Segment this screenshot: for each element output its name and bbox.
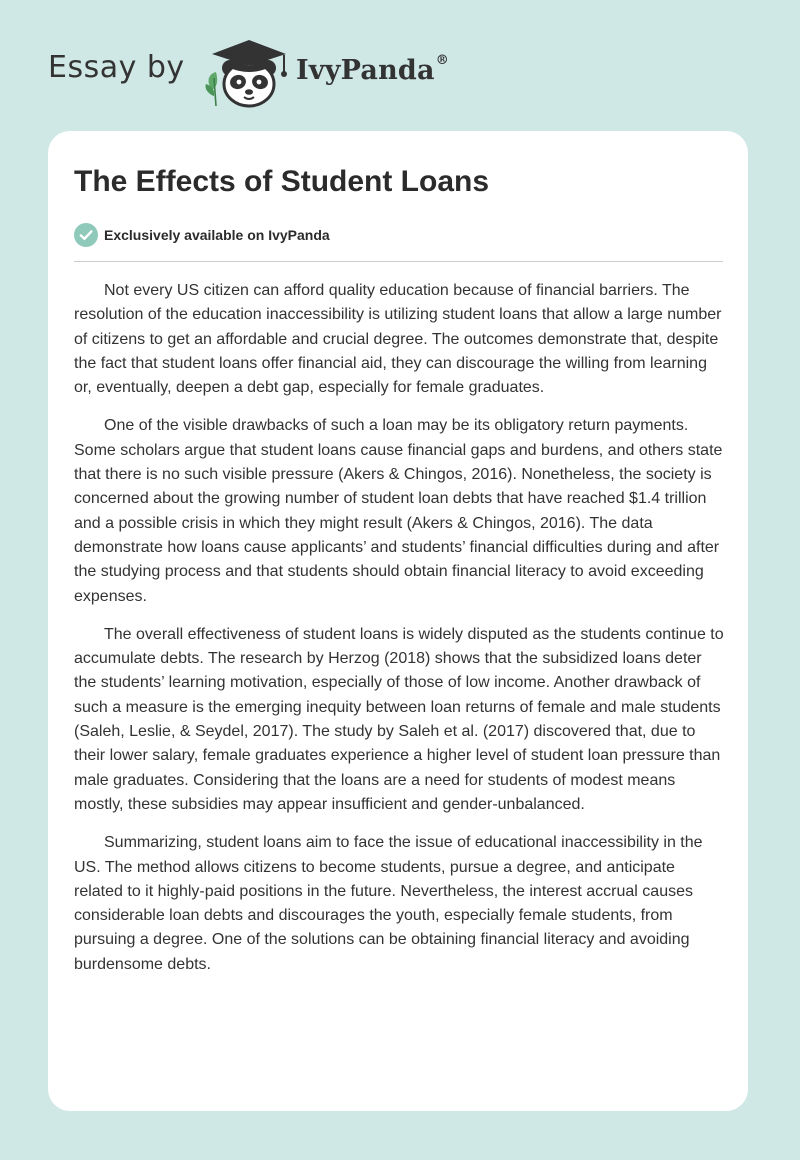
site-header	[0, 0, 800, 130]
divider	[74, 261, 723, 262]
exclusive-badge-text: Exclusively available on IvyPanda	[104, 227, 330, 243]
panda-graduate-icon[interactable]	[200, 34, 292, 110]
check-circle-icon	[74, 223, 98, 247]
registered-mark: ®	[435, 53, 449, 68]
essay-by-label: Essay by	[48, 50, 185, 85]
essay-paragraph: Summarizing, student loans aim to face the issue of educational inaccessibility in the US. The method allows citizens to become students, pursue a degree, and anticipate related to it highly-paid positions in the future. Nevertheless, the interest accrual causes considerable loan debts and discourages the youth, especially female students, from pursuing a degree. One of the solutions can be obtaining financial literacy and avoiding burdensome debts.	[74, 834, 703, 973]
essay-body	[74, 279, 724, 991]
essay-card	[48, 131, 748, 1111]
brand-name[interactable]	[296, 55, 449, 86]
essay-paragraph: One of the visible drawbacks of such a loan may be its obligatory return payments. Some scholars argue that student loans cause financial gaps and burdens, and others state that there is no such visible pressure (Akers & Chingos, 2016). Nonetheless, the society is concerned about the growing number of student loan debts that have reached $1.4 trillion and a possible crisis in which they might result (Akers & Chingos, 2016). The data demonstrate how loans cause applicants’ and students’ financial difficulties during and after the studying process and that students should obtain financial literacy to avoid exceeding expenses.	[74, 417, 723, 605]
brand-text: IvyPanda	[296, 55, 435, 86]
essay-paragraph: The overall effectiveness of student loans is widely disputed as the students continue to accumulate debts. The research by Herzog (2018) shows that the subsidized loans deter the students’ learning motivation, especially of those of low income. Another drawback of such a measure is the emerging inequity between loan returns of female and male students (Saleh, Leslie, & Seydel, 2017). The study by Saleh et al. (2017) discovered that, due to their lower salary, female graduates experience a higher level of student loan pressure than male graduates. Considering that the loans are a need for students of modest means mostly, these subsidies may appear insufficient and gender-unbalanced.	[74, 625, 724, 813]
exclusive-badge	[74, 223, 330, 247]
essay-paragraph: Not every US citizen can afford quality education because of financial barriers. The resolution of the education inaccessibility is utilizing student loans that allow a large number of citizens to get an affordable and crucial degree. The outcomes demonstrate that, despite the fact that student loans offer financial aid, they can discourage the willing from learning or, eventually, deepen a debt gap, especially for female graduates.	[74, 282, 722, 397]
page-title: The Effects of Student Loans	[74, 165, 490, 198]
